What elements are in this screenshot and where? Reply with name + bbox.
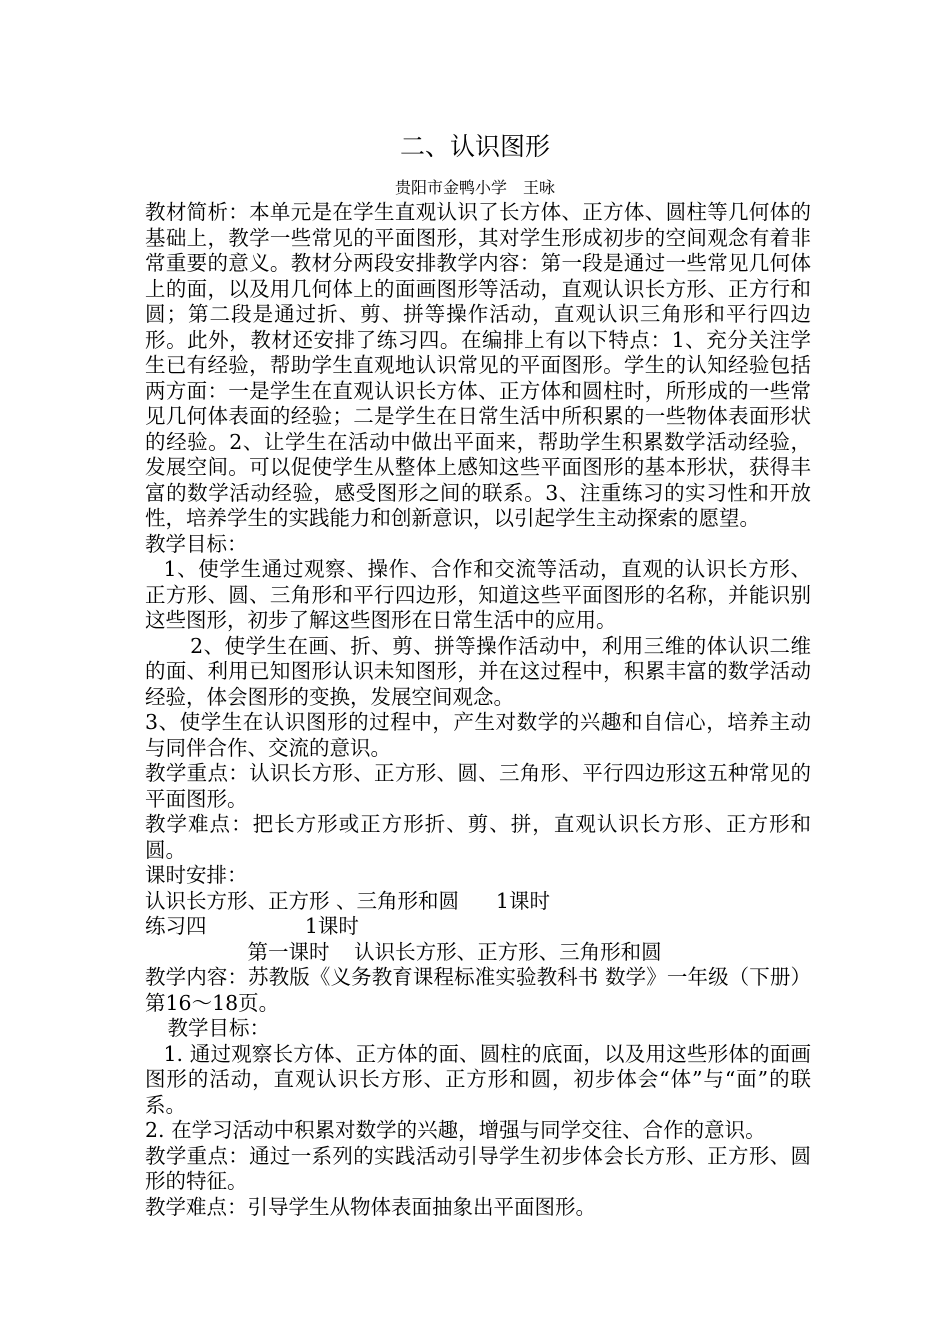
intro-paragraph: 教材简析：本单元是在学生直观认识了长方体、正方体、圆柱等几何体的基础上，教学一些常见的平面图形，其对学生形成初步的空间观念有着非常重要的意义。教材分两段安排教学内容：第一段是通过一些常见几何体上的面，以及用几何体上的面画图形等活动，直观认识长方形、正方行和圆；第二段是通过折、剪、拼等操作活动，直观认识三角形和平行四边形。此外，教材还安排了练习四。在编排上有以下特点：1、充分关注学生已有经验，帮助学生直观地认识常见的平面图形。学生的认知经验包括两方面：一是学生在直观认识长方体、正方体和圆柱时，所形成的一些常见几何体表面的经验；二是学生在日常生活中所积累的一些物体表面形状的经验。2、让学生在活动中做出平面来，帮助学生积累数学活动经验，发展空间。可以促使学生从整体上感知这些平面图形的基本形状，获得丰富的数学活动经验，感受图形之间的联系。3、注重练习的实习性和开放性，培养学生的实践能力和创新意识，以引起学生主动探索的愿望。: [145, 200, 811, 530]
author-line: 贵阳市金鸭小学 王咏: [394, 178, 555, 197]
page-title: 二、认识图形: [399, 132, 550, 161]
schedule-hours: 1课时: [304, 914, 359, 938]
unit-goal-1: 1、使学生通过观察、操作、合作和交流等活动，直观的认识长方形、正方形、圆、三角形和平行四边形，知道这些平面图形的名称，并能识别这些图形，初步了解这些图形在日常生活中的应用。: [145, 557, 811, 632]
unit-difficulty: 教学难点：把长方形或正方形折、剪、拼，直观认识长方形、正方形和圆。: [145, 812, 811, 862]
lesson-goal-2: 2. 在学习活动中积累对数学的兴趣，增强与同学交往、合作的意识。: [145, 1118, 766, 1142]
unit-goal-3: 3、使学生在认识图形的过程中，产生对数学的兴趣和自信心，培养主动与同伴合作、交流的意识。: [145, 710, 811, 760]
lesson-goal-1: 1. 通过观察长方体、正方体的面、圆柱的底面，以及用这些形体的面画图形的活动，直观认识长方形、正方形和圆，初步体会“体”与“面”的联系。: [145, 1041, 811, 1117]
lesson-label: 第一课时: [247, 939, 330, 964]
unit-goal-2: 2、使学生在画、折、剪、拼等操作活动中，利用三维的体认识二维的面、利用已知图形认识未知图形，并在这过程中，积累丰富的数学活动经验，体会图形的变换，发展空间观念。: [145, 633, 811, 709]
lesson-title: 认识长方形、正方形、三角形和圆: [354, 939, 662, 964]
lesson-difficulty: 教学难点：引导学生从物体表面抽象出平面图形。: [145, 1194, 596, 1219]
schedule-item: 认识长方形、正方形 、三角形和圆: [145, 888, 460, 913]
schedule-heading: 课时安排：: [145, 863, 248, 887]
lesson-heading: [145, 940, 811, 966]
unit-goals-heading: 教学目标：: [145, 531, 248, 556]
document-body: [145, 200, 811, 1220]
unit-key-point: 教学重点：认识长方形、正方形、圆、三角形、平行四边形这五种常见的平面图形。: [145, 761, 811, 811]
lesson-key-point: 教学重点：通过一系列的实践活动引导学生初步体会长方形、正方形、圆形的特征。: [145, 1143, 811, 1193]
lesson-content: 教学内容：苏教版《义务教育课程标准实验教科书 数学》一年级（下册）第16～18页。: [145, 965, 811, 1015]
schedule-hours: 1课时: [495, 888, 550, 913]
schedule-row: [145, 889, 811, 915]
lesson-goals-heading: 教学目标：: [167, 1016, 271, 1040]
schedule-row: [145, 914, 811, 940]
schedule-item: 练习四: [145, 914, 207, 938]
